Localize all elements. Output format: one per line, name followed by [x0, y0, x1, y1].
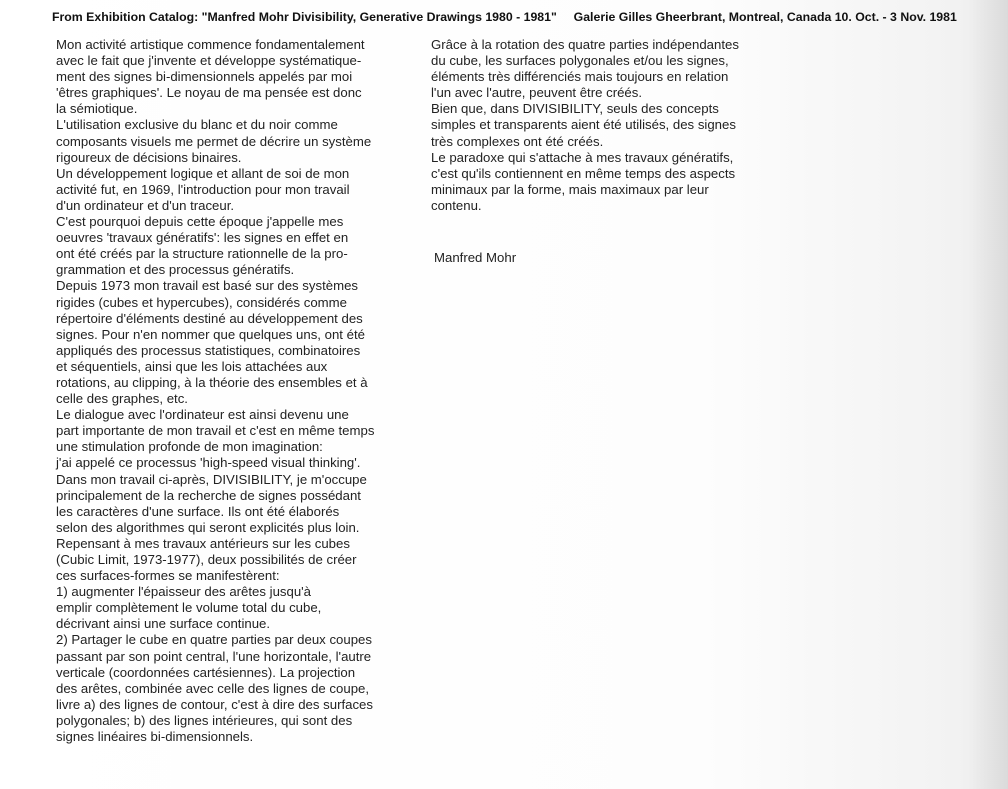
- text-line: Le dialogue avec l'ordinateur est ainsi devenu une: [56, 407, 349, 423]
- text-line: composants visuels me permet de décrire un système: [56, 133, 372, 149]
- text-line: l'un avec l'autre, peuvent être créés.: [431, 85, 643, 101]
- text-line: livre a) des lignes de contour, c'est à dire des surfaces: [56, 696, 373, 712]
- text-line: ces surfaces-formes se manifestèrent:: [56, 568, 280, 584]
- text-line: ment des signes bi-dimensionnels appelés par moi: [56, 69, 353, 85]
- text-line: C'est pourquoi depuis cette époque j'appelle mes: [56, 214, 344, 230]
- header-source: From Exhibition Catalog:: [52, 10, 199, 24]
- text-line: part importante de mon travail et c'est en même temps: [56, 423, 375, 439]
- text-line: polygonales; b) des lignes intérieures, qui sont des: [56, 712, 353, 728]
- text-line: rotations, au clipping, à la théorie des ensembles et à: [56, 374, 368, 390]
- text-line: très complexes ont été créés.: [431, 133, 604, 149]
- text-line: oeuvres 'travaux génératifs': les signes en effet en: [56, 230, 349, 246]
- text-line: d'un ordinateur et d'un traceur.: [56, 197, 235, 213]
- text-line: ont été créés par la structure rationnelle de la pro-: [56, 246, 348, 262]
- text-line: L'utilisation exclusive du blanc et du noir comme: [56, 117, 338, 133]
- text-line: (Cubic Limit, 1973-1977), deux possibilités de créer: [56, 552, 357, 567]
- text-line: principalement de la recherche de signes possédant: [56, 487, 361, 503]
- text-line: Repensant à mes travaux antérieurs sur les cubes: [56, 535, 350, 551]
- text-line: des arêtes, combinée avec celle des lignes de coupe,: [56, 680, 370, 696]
- text-line: Dans mon travail ci-après, DIVISIBILITY, je m'occupe: [56, 471, 367, 487]
- text-line: avec le fait que j'invente et développe systématique-: [56, 53, 362, 69]
- text-line: la sémiotique.: [56, 101, 138, 117]
- text-line: Bien que, dans DIVISIBILITY, seuls des concepts: [431, 101, 719, 117]
- text-line: verticale (coordonnées cartésiennes). La projection: [56, 664, 356, 680]
- text-line: passant par son point central, l'une horizontale, l'autre: [56, 648, 372, 664]
- text-line: rigides (cubes et hypercubes), considérés comme: [56, 294, 347, 310]
- text-line: rigoureux de décisions binaires.: [56, 149, 242, 165]
- text-line: 1) augmenter l'épaisseur des arêtes jusqu'à: [56, 584, 312, 600]
- text-line: emplir complètement le volume total du cube,: [56, 600, 322, 616]
- text-line: Le paradoxe qui s'attache à mes travaux génératifs,: [431, 149, 734, 165]
- text-line: selon des algorithmes qui seront explicités plus loin.: [56, 519, 360, 535]
- text-line: 'êtres graphiques'. Le noyau de ma pensée est donc: [56, 85, 362, 101]
- text-line: signes linéaires bi-dimensionnels.: [56, 729, 254, 745]
- text-line: les caractères d'une surface. Ils ont été élaborés: [56, 503, 340, 519]
- right-text-column: [431, 37, 781, 214]
- text-line: grammation et des processus génératifs.: [56, 262, 295, 278]
- header-title: "Manfred Mohr Divisibility, Generative Drawings 1980 - 1981": [201, 10, 557, 24]
- text-line: Un développement logique et allant de soi de mon: [56, 165, 350, 181]
- text-line: contenu.: [431, 197, 482, 213]
- text-line: Depuis 1973 mon travail est basé sur des systèmes: [56, 278, 358, 294]
- text-line: éléments très différenciés mais toujours en relation: [431, 69, 729, 85]
- scan-edge-shadow: [968, 0, 1008, 789]
- text-line: appliqués des processus statistiques, combinatoires: [56, 342, 361, 358]
- text-line: du cube, les surfaces polygonales et/ou les signes,: [431, 53, 729, 69]
- text-line: répertoire d'éléments destiné au développement des: [56, 310, 363, 326]
- text-line: j'ai appelé ce processus 'high-speed visual thinking'.: [56, 455, 361, 471]
- text-line: simples et transparents aient été utilisés, des signes: [431, 117, 736, 133]
- text-line: celle des graphes, etc.: [56, 391, 188, 407]
- text-line: c'est qu'ils contiennent en même temps des aspects: [431, 165, 736, 181]
- text-line: une stimulation profonde de mon imagination:: [56, 439, 323, 455]
- catalog-header: [52, 9, 1002, 25]
- text-line: signes. Pour n'en nommer que quelques uns, ont été: [56, 326, 365, 342]
- text-line: 2) Partager le cube en quatre parties par deux coupes: [56, 632, 372, 648]
- text-line: décrivant ainsi une surface continue.: [56, 616, 271, 632]
- header-venue: Galerie Gilles Gheerbrant, Montreal, Canada 10. Oct. - 3 Nov. 1981: [573, 10, 957, 24]
- author-signature: Manfred Mohr: [434, 250, 517, 265]
- text-line: Mon activité artistique commence fondamentalement: [56, 37, 365, 52]
- text-line: et séquentiels, ainsi que les lois attachées aux: [56, 358, 328, 374]
- text-line: activité fut, en 1969, l'introduction pour mon travail: [56, 181, 350, 197]
- left-text-column: [56, 37, 416, 745]
- text-line: minimaux par la forme, mais maximaux par leur: [431, 181, 709, 197]
- text-line: Grâce à la rotation des quatre parties indépendantes: [431, 37, 739, 52]
